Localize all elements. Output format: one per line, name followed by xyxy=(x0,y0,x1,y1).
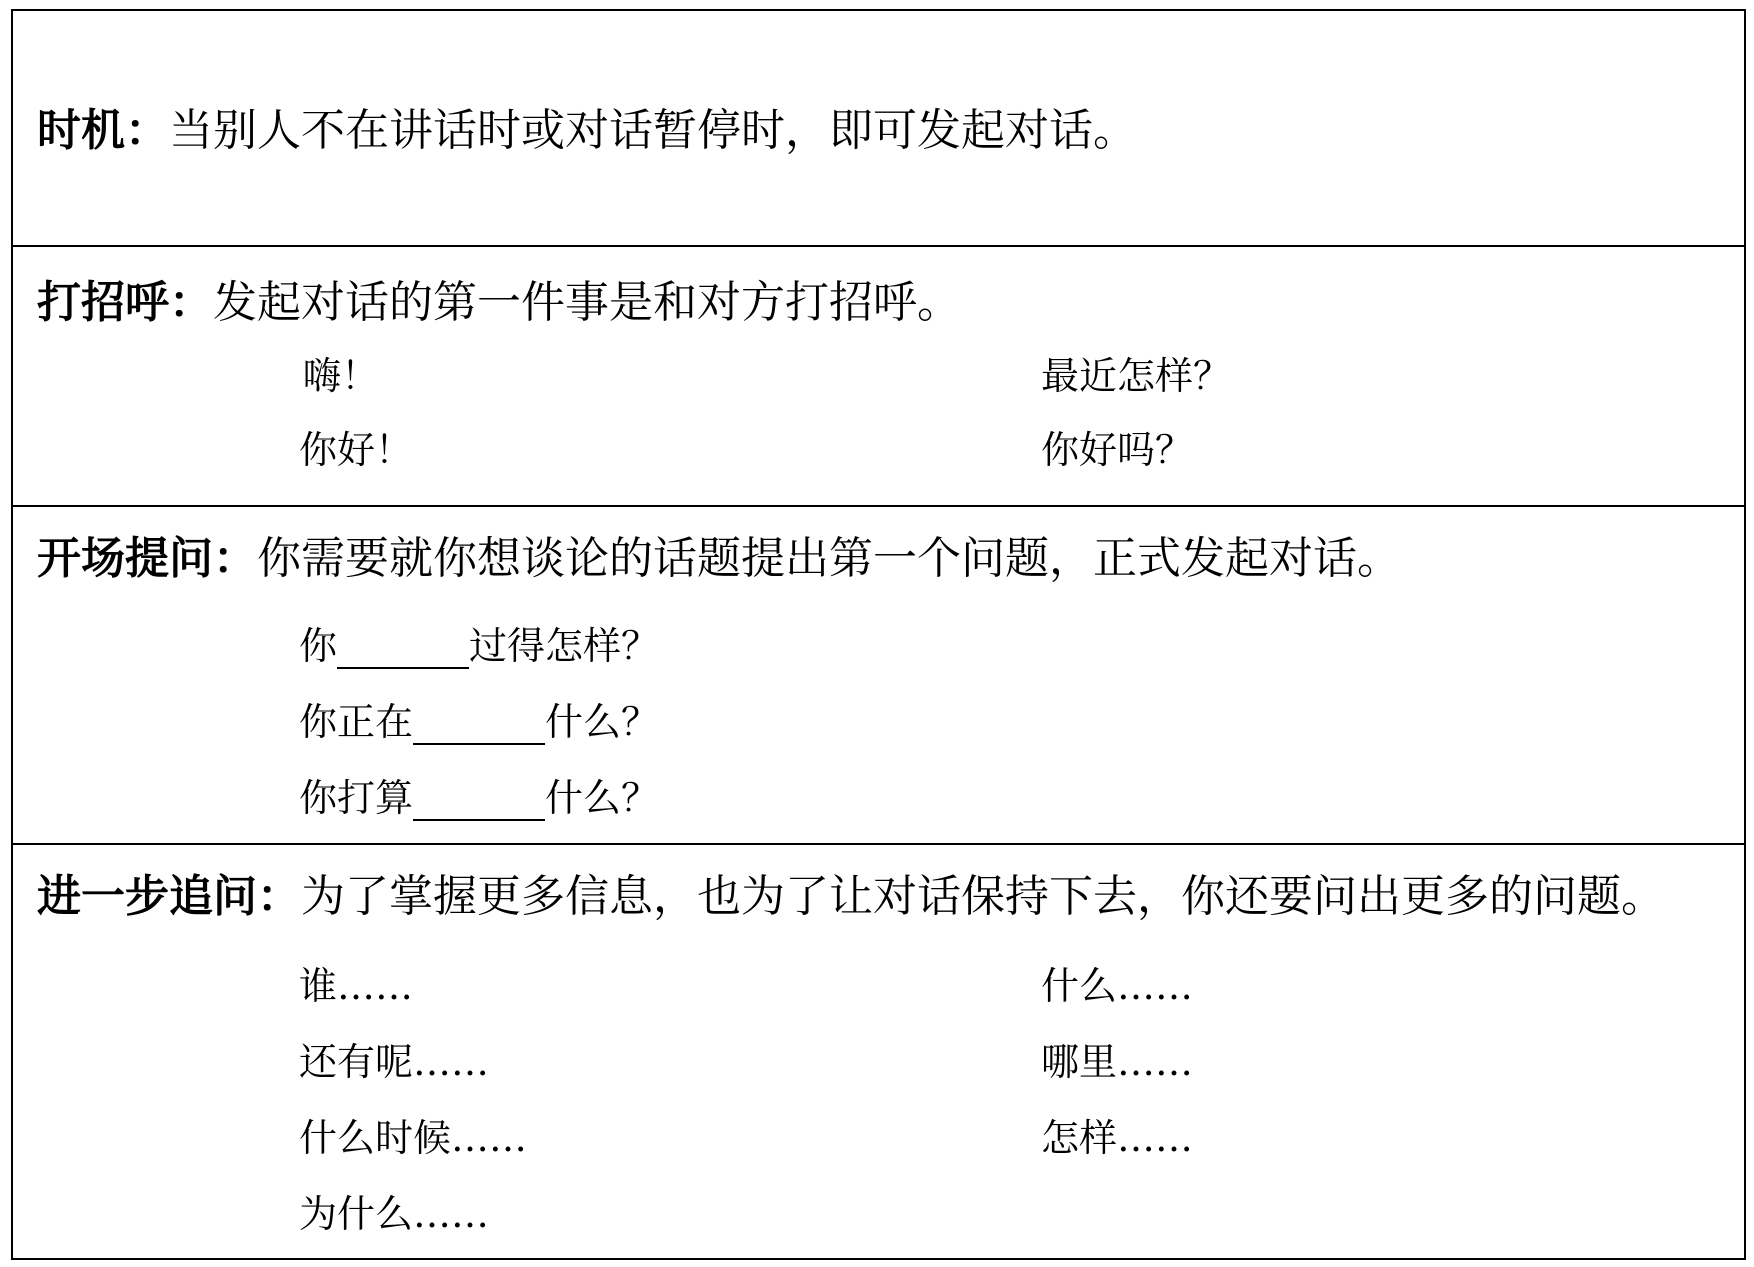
opening-text: 你需要就你想谈论的话题提出第一个问题，正式发起对话。 xyxy=(257,533,1401,584)
opening-example: 你正在 什么？ xyxy=(299,700,660,744)
followup-example: 怎样…… xyxy=(1041,1116,1194,1160)
fill-in-blank xyxy=(337,633,469,669)
section-timing xyxy=(13,11,1744,247)
greeting-label: 打招呼： xyxy=(37,277,213,328)
followup-text: 为了掌握更多信息，也为了让对话保持下去，你还要问出更多的问题。 xyxy=(301,871,1665,922)
followup-example: 为什么…… xyxy=(299,1192,490,1236)
opening-example: 你打算 什么？ xyxy=(299,776,660,820)
timing-label: 时机： xyxy=(37,105,169,156)
greeting-example: 嗨！ xyxy=(303,354,380,398)
section-greeting xyxy=(13,247,1744,507)
timing-text: 当别人不在讲话时或对话暂停时，即可发起对话。 xyxy=(169,105,1137,156)
followup-example: 还有呢…… xyxy=(299,1040,490,1084)
greeting-text: 发起对话的第一件事是和对方打招呼。 xyxy=(213,277,961,328)
greeting-example: 最近怎样？ xyxy=(1041,354,1232,398)
section-opening-question xyxy=(13,507,1744,845)
followup-example: 谁…… xyxy=(299,964,414,1008)
followup-example: 什么…… xyxy=(1041,964,1194,1008)
fill-in-blank xyxy=(413,785,545,821)
followup-heading xyxy=(37,871,1665,922)
greeting-example: 你好吗？ xyxy=(1041,428,1194,472)
opening-example: 你 过得怎样？ xyxy=(299,624,660,668)
timing-heading xyxy=(37,105,1137,156)
followup-label: 进一步追问： xyxy=(37,871,301,922)
fill-in-blank xyxy=(413,709,545,745)
followup-example: 什么时候…… xyxy=(299,1116,528,1160)
section-follow-up xyxy=(13,845,1744,1258)
greeting-example: 你好！ xyxy=(299,428,414,472)
conversation-guide-table xyxy=(11,9,1746,1260)
opening-label: 开场提问： xyxy=(37,533,257,584)
opening-heading xyxy=(37,533,1401,584)
followup-example: 哪里…… xyxy=(1041,1040,1194,1084)
greeting-heading xyxy=(37,277,961,328)
